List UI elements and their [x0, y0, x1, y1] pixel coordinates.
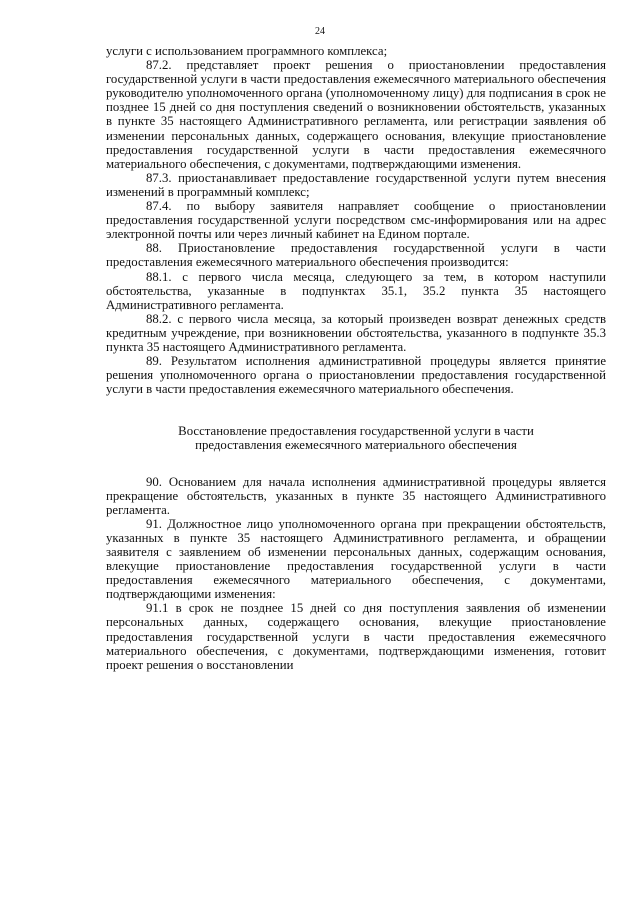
paragraph-87-2: 87.2. представляет проект решения о приостановлении предоставления государственной услуги в части предоставления ежемесячного материального обеспечения руководителю уполномоченного органа (уполномоченному лицу) для подписания в срок не позднее 15 дней со дня поступления сведений о возникновении обстоятельств, указанных в пункте 35 настоящего Административного регламента, или регистрации заявления об изменении персональных данных, содержащего основания, влекущие приостановление предоставления государственной услуги в части предоставления ежемесячного материального обеспечения, с документами, подтверждающими изменения.: [106, 58, 606, 171]
section-heading-line-2: предоставления ежемесячного материального обеспечения: [195, 438, 517, 453]
paragraph-87-3: 87.3. приостанавливает предоставление государственной услуги путем внесения изменений в программный комплекс;: [106, 170, 606, 199]
paragraph-91: 91. Должностное лицо уполномоченного органа при прекращении обстоятельств, указанных в пункте 35 настоящего Административного регламента, и обращении заявителя с заявлением об изменении персональных данных, содержащим основания, влекущие приостановление предоставления государственной услуги в части предоставления ежемесячного материального обеспечения, с документами, подтверждающими изменения:: [106, 516, 606, 602]
document-body: [106, 44, 606, 672]
paragraph-88-1: 88.1. с первого числа месяца, следующего за тем, в котором наступили обстоятельства, указанные в подпунктах 35.1, 35.2 пункта 35 настоящего Административного регламента.: [106, 269, 606, 312]
paragraph-87-1-continuation: услуги с использованием программного комплекса;: [106, 44, 388, 58]
paragraph-89: 89. Результатом исполнения административной процедуры является принятие решения уполномоченного органа о приостановлении предоставления государственной услуги в части предоставления ежемесячного материального обеспечения.: [106, 354, 606, 397]
paragraph-87-4: 87.4. по выбору заявителя направляет сообщение о приостановлении предоставления государственной услуги посредством смс-информирования или на адрес электронной почты или через личный кабинет на Едином портале.: [106, 199, 606, 242]
paragraph-91-1: 91.1 в срок не позднее 15 дней со дня поступления заявления об изменении персональных данных, содержащего основания, влекущие приостановление предоставления государственной услуги в части предоставления ежемесячного материального обеспечения, с документами, подтверждающими изменения, готовит проект решения о восстановлении: [106, 601, 606, 672]
page-number: 24: [315, 26, 325, 37]
paragraph-88-2: 88.2. с первого числа месяца, за который произведен возврат денежных средств кредитным учреждение, при возникновении обстоятельства, указанного в подпункте 35.3 пункта 35 настоящего Административного регламента.: [106, 311, 606, 354]
paragraph-90: 90. Основанием для начала исполнения административной процедуры является прекращение обстоятельств, указанных в пункте 35 настоящего Административного регламента.: [106, 474, 606, 517]
paragraph-88: 88. Приостановление предоставления государственной услуги в части предоставления ежемесячного материального обеспечения производится:: [106, 241, 606, 270]
section-heading: [106, 424, 606, 452]
section-heading-line-1: Восстановление предоставления государственной услуги в части: [178, 424, 534, 439]
